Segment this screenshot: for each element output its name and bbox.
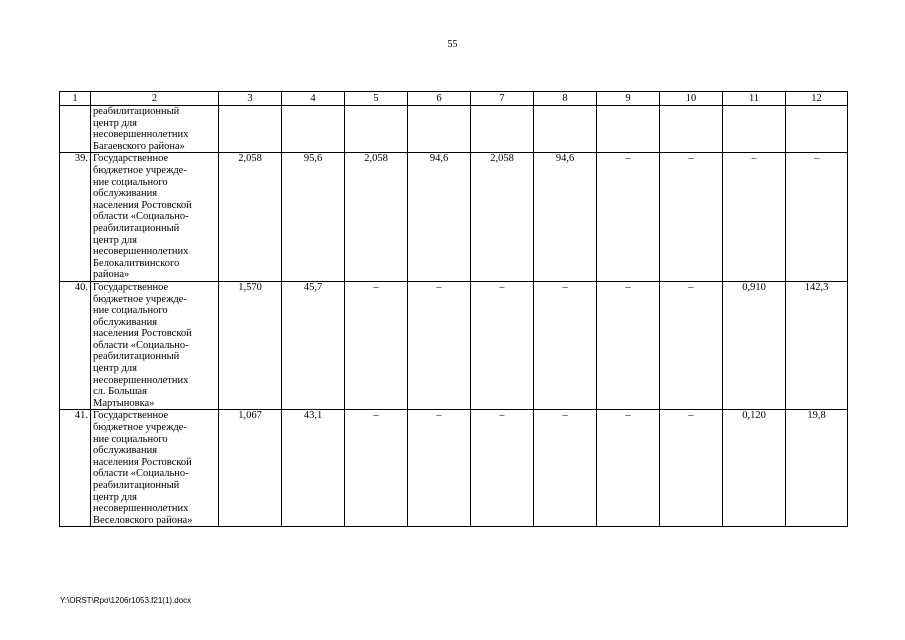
value-cell: – <box>534 410 597 527</box>
name-line: Белокалитвинского <box>93 257 180 269</box>
name-line: Государственное <box>93 281 169 293</box>
value-cell: 0,120 <box>723 410 786 527</box>
name-line: несовершеннолетних <box>93 129 189 141</box>
value-cell: – <box>345 281 408 410</box>
name-line: бюджетное учрежде- <box>93 293 187 305</box>
footer-file-path: Y:\ORST\Rpo\1206r1053.f21(1).docx <box>60 596 192 605</box>
name-line: области «Социально- <box>93 211 189 223</box>
value-cell: 95,6 <box>282 153 345 282</box>
value-cell <box>723 106 786 153</box>
name-line: Веселовского района» <box>93 514 193 526</box>
name-line: реабилитационный <box>93 480 180 491</box>
value-cell: 94,6 <box>408 153 471 282</box>
institution-name <box>91 106 219 153</box>
value-cell: 43,1 <box>282 410 345 527</box>
table-row <box>60 153 848 282</box>
name-line: центр для <box>93 363 137 375</box>
institution-name <box>91 153 219 282</box>
column-header: 2 <box>91 92 219 106</box>
institution-name <box>91 410 219 527</box>
name-line: обслуживания <box>93 445 158 457</box>
value-cell: 142,3 <box>786 281 848 410</box>
name-line: области «Социально- <box>93 339 189 351</box>
row-number <box>60 106 91 153</box>
name-line: центр для <box>93 234 137 246</box>
value-cell <box>408 106 471 153</box>
row-number: 39. <box>60 153 91 282</box>
table-row <box>60 410 848 527</box>
value-cell: 2,058 <box>471 153 534 282</box>
row-number: 41. <box>60 410 91 527</box>
name-line: Государственное <box>93 153 169 165</box>
value-cell: – <box>408 281 471 410</box>
value-cell: – <box>471 410 534 527</box>
value-cell: 2,058 <box>219 153 282 282</box>
table-body <box>60 106 848 527</box>
page-number: 55 <box>447 39 458 50</box>
value-cell <box>597 106 660 153</box>
name-line: центр для <box>93 491 137 503</box>
column-header: 1 <box>60 92 91 106</box>
name-line: бюджетное учрежде- <box>93 422 187 434</box>
value-cell: – <box>660 281 723 410</box>
name-line: населения Ростовской <box>93 456 192 468</box>
name-line: ние социального <box>93 305 168 317</box>
value-cell: 1,570 <box>219 281 282 410</box>
table-row <box>60 281 848 410</box>
column-header: 9 <box>597 92 660 106</box>
value-cell: 19,8 <box>786 410 848 527</box>
name-line: реабилитационный <box>93 351 180 363</box>
value-cell <box>219 106 282 153</box>
value-cell <box>282 106 345 153</box>
value-cell: – <box>597 281 660 410</box>
value-cell: – <box>597 410 660 527</box>
value-cell: – <box>786 153 848 282</box>
name-line: ние социального <box>93 433 168 445</box>
value-cell: – <box>534 281 597 410</box>
name-line: сл. Большая <box>93 386 147 398</box>
name-line: Мартыновка» <box>93 397 155 409</box>
value-cell <box>786 106 848 153</box>
column-header: 5 <box>345 92 408 106</box>
name-line: Багаевского района» <box>93 140 185 152</box>
name-line: района» <box>93 269 130 281</box>
column-header: 11 <box>723 92 786 106</box>
value-cell: – <box>471 281 534 410</box>
value-cell: – <box>345 410 408 527</box>
value-cell: 0,910 <box>723 281 786 410</box>
row-number: 40. <box>60 281 91 410</box>
name-line: несовершеннолетних <box>93 246 189 258</box>
name-line: несовершеннолетних <box>93 503 189 515</box>
value-cell: – <box>597 153 660 282</box>
data-table <box>59 91 848 527</box>
value-cell: – <box>723 153 786 282</box>
column-header: 4 <box>282 92 345 106</box>
value-cell <box>471 106 534 153</box>
value-cell <box>345 106 408 153</box>
value-cell: – <box>660 153 723 282</box>
name-line: населения Ростовской <box>93 328 192 340</box>
name-line: Государственное <box>93 410 169 422</box>
value-cell <box>534 106 597 153</box>
value-cell: 2,058 <box>345 153 408 282</box>
name-line: реабилитационный <box>93 106 180 117</box>
name-line: области «Социально- <box>93 468 189 480</box>
header-row <box>60 92 848 106</box>
value-cell: 94,6 <box>534 153 597 282</box>
value-cell <box>660 106 723 153</box>
value-cell: 45,7 <box>282 281 345 410</box>
column-header: 10 <box>660 92 723 106</box>
value-cell: – <box>408 410 471 527</box>
column-header: 3 <box>219 92 282 106</box>
column-header: 6 <box>408 92 471 106</box>
name-line: несовершеннолетних <box>93 374 189 386</box>
name-line: центр для <box>93 117 137 129</box>
institution-name <box>91 281 219 410</box>
column-header: 12 <box>786 92 848 106</box>
table-row <box>60 106 848 153</box>
column-header: 8 <box>534 92 597 106</box>
name-line: обслуживания <box>93 316 158 328</box>
value-cell: 1,067 <box>219 410 282 527</box>
column-header: 7 <box>471 92 534 106</box>
name-line: обслуживания <box>93 188 158 200</box>
value-cell: – <box>660 410 723 527</box>
name-line: бюджетное учрежде- <box>93 164 187 176</box>
name-line: ние социального <box>93 176 168 188</box>
name-line: населения Ростовской <box>93 199 192 211</box>
name-line: реабилитационный <box>93 222 180 234</box>
